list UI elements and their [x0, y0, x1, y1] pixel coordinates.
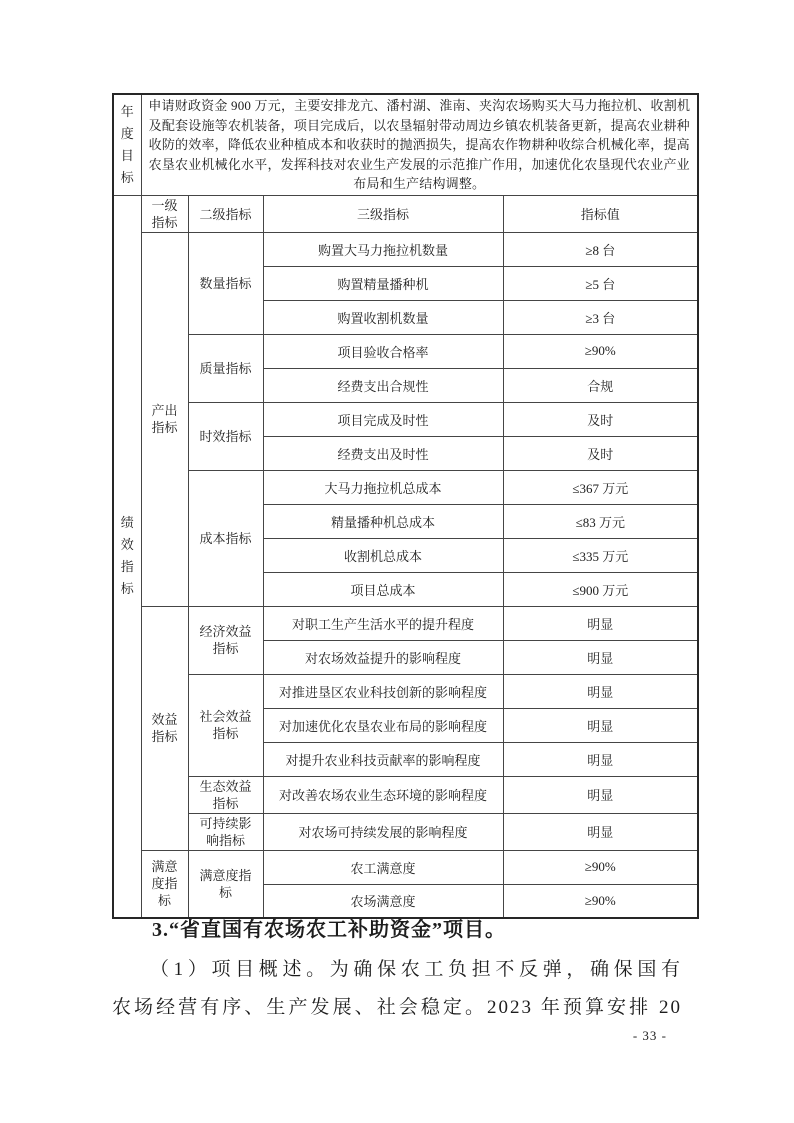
l3-cell: 精量播种机总成本	[263, 504, 503, 538]
l3-cell: 对加速优化农垦农业布局的影响程度	[263, 708, 503, 742]
l3-cell: 项目验收合格率	[263, 334, 503, 368]
page-number: - 33 -	[632, 1028, 667, 1043]
l3-cell: 经费支出及时性	[263, 436, 503, 470]
l3-cell: 农场满意度	[263, 884, 503, 918]
indicator-header-row	[113, 195, 698, 232]
value-cell: 明显	[503, 813, 698, 850]
level2-cell-economic: 经济效益指标	[188, 606, 263, 674]
value-cell: 明显	[503, 708, 698, 742]
value-cell: ≤900 万元	[503, 572, 698, 606]
performance-indicator-table	[112, 93, 699, 919]
value-cell: 明显	[503, 674, 698, 708]
indicator-row	[113, 232, 698, 266]
level2-cell-timeliness: 时效指标	[188, 402, 263, 470]
body-paragraph	[112, 951, 682, 1026]
col-header-level2: 二级指标	[188, 195, 263, 232]
level2-cell-quality: 质量指标	[188, 334, 263, 402]
col-header-value: 指标值	[503, 195, 698, 232]
value-cell: 及时	[503, 402, 698, 436]
perf-label-cell	[113, 195, 141, 918]
value-cell: ≥3 台	[503, 300, 698, 334]
l3-cell: 项目完成及时性	[263, 402, 503, 436]
value-cell: ≥90%	[503, 884, 698, 918]
level2-cell-cost: 成本指标	[188, 470, 263, 606]
value-cell: ≤83 万元	[503, 504, 698, 538]
col-header-level3: 三级指标	[263, 195, 503, 232]
l3-cell: 对提升农业科技贡献率的影响程度	[263, 742, 503, 776]
indicator-row	[113, 674, 698, 708]
l3-cell: 大马力拖拉机总成本	[263, 470, 503, 504]
l3-cell: 项目总成本	[263, 572, 503, 606]
indicator-row	[113, 813, 698, 850]
value-cell: 明显	[503, 640, 698, 674]
value-cell: ≤335 万元	[503, 538, 698, 572]
col-header-level1: 一级指标	[141, 195, 188, 232]
indicator-row	[113, 334, 698, 368]
level1-cell-benefit: 效益指标	[141, 606, 188, 850]
l3-cell: 收割机总成本	[263, 538, 503, 572]
value-cell: 合规	[503, 368, 698, 402]
indicator-row	[113, 850, 698, 884]
l3-cell: 对改善农场农业生态环境的影响程度	[263, 776, 503, 813]
level2-cell-sustainable: 可持续影响指标	[188, 813, 263, 850]
value-cell: 明显	[503, 776, 698, 813]
l3-cell: 对推进垦区农业科技创新的影响程度	[263, 674, 503, 708]
value-cell: 明显	[503, 606, 698, 640]
indicator-row	[113, 470, 698, 504]
annual-goal-label-cell	[113, 94, 141, 195]
level2-cell-satisfaction: 满意度指标	[188, 850, 263, 918]
l3-cell: 对农场效益提升的影响程度	[263, 640, 503, 674]
l3-cell: 经费支出合规性	[263, 368, 503, 402]
level1-cell-satisfaction: 满意度指标	[141, 850, 188, 918]
l3-cell: 购置收割机数量	[263, 300, 503, 334]
value-cell: ≥90%	[503, 850, 698, 884]
level1-cell-output: 产出指标	[141, 232, 188, 606]
annual-goal-text-cell: 申请财政资金 900 万元，主要安排龙亢、潘村湖、淮南、夹沟农场购买大马力拖拉机、收割机及配套设施等农机装备，项目完成后，以农垦辐射带动周边乡镇农机装备更新，提高农业耕种收防的效率，降低农业种植成本和收获时的抛洒损失，提高农作物耕种收综合机械化率，提高农垦农业机械化水平，发挥科技对农业生产发展的示范推广作用，加速优化农垦现代农业产业布局和生产结构调整。	[141, 94, 698, 195]
value-cell: 明显	[503, 742, 698, 776]
level2-cell-ecological: 生态效益指标	[188, 776, 263, 813]
paragraph-line: （1）项目概述。为确保农工负担不反弹，确保国有	[150, 959, 682, 980]
indicator-row	[113, 776, 698, 813]
section-heading: 3.“省直国有农场农工补助资金”项目。	[152, 919, 506, 941]
annual-goal-row	[113, 94, 698, 195]
value-cell: ≥90%	[503, 334, 698, 368]
indicator-row	[113, 606, 698, 640]
value-cell: ≤367 万元	[503, 470, 698, 504]
l3-cell: 对职工生产生活水平的提升程度	[263, 606, 503, 640]
perf-label: 绩效指标	[120, 515, 134, 597]
paragraph-line: 农场经营有序、生产发展、社会稳定。2023 年预算安排 20	[112, 996, 682, 1018]
value-cell: ≥8 台	[503, 232, 698, 266]
indicator-row	[113, 402, 698, 436]
l3-cell: 购置大马力拖拉机数量	[263, 232, 503, 266]
level2-cell-quantity: 数量指标	[188, 232, 263, 334]
l3-cell: 购置精量播种机	[263, 266, 503, 300]
l3-cell: 对农场可持续发展的影响程度	[263, 813, 503, 850]
value-cell: 及时	[503, 436, 698, 470]
level2-cell-social: 社会效益指标	[188, 674, 263, 776]
annual-goal-label: 年度目标	[120, 103, 134, 185]
l3-cell: 农工满意度	[263, 850, 503, 884]
value-cell: ≥5 台	[503, 266, 698, 300]
